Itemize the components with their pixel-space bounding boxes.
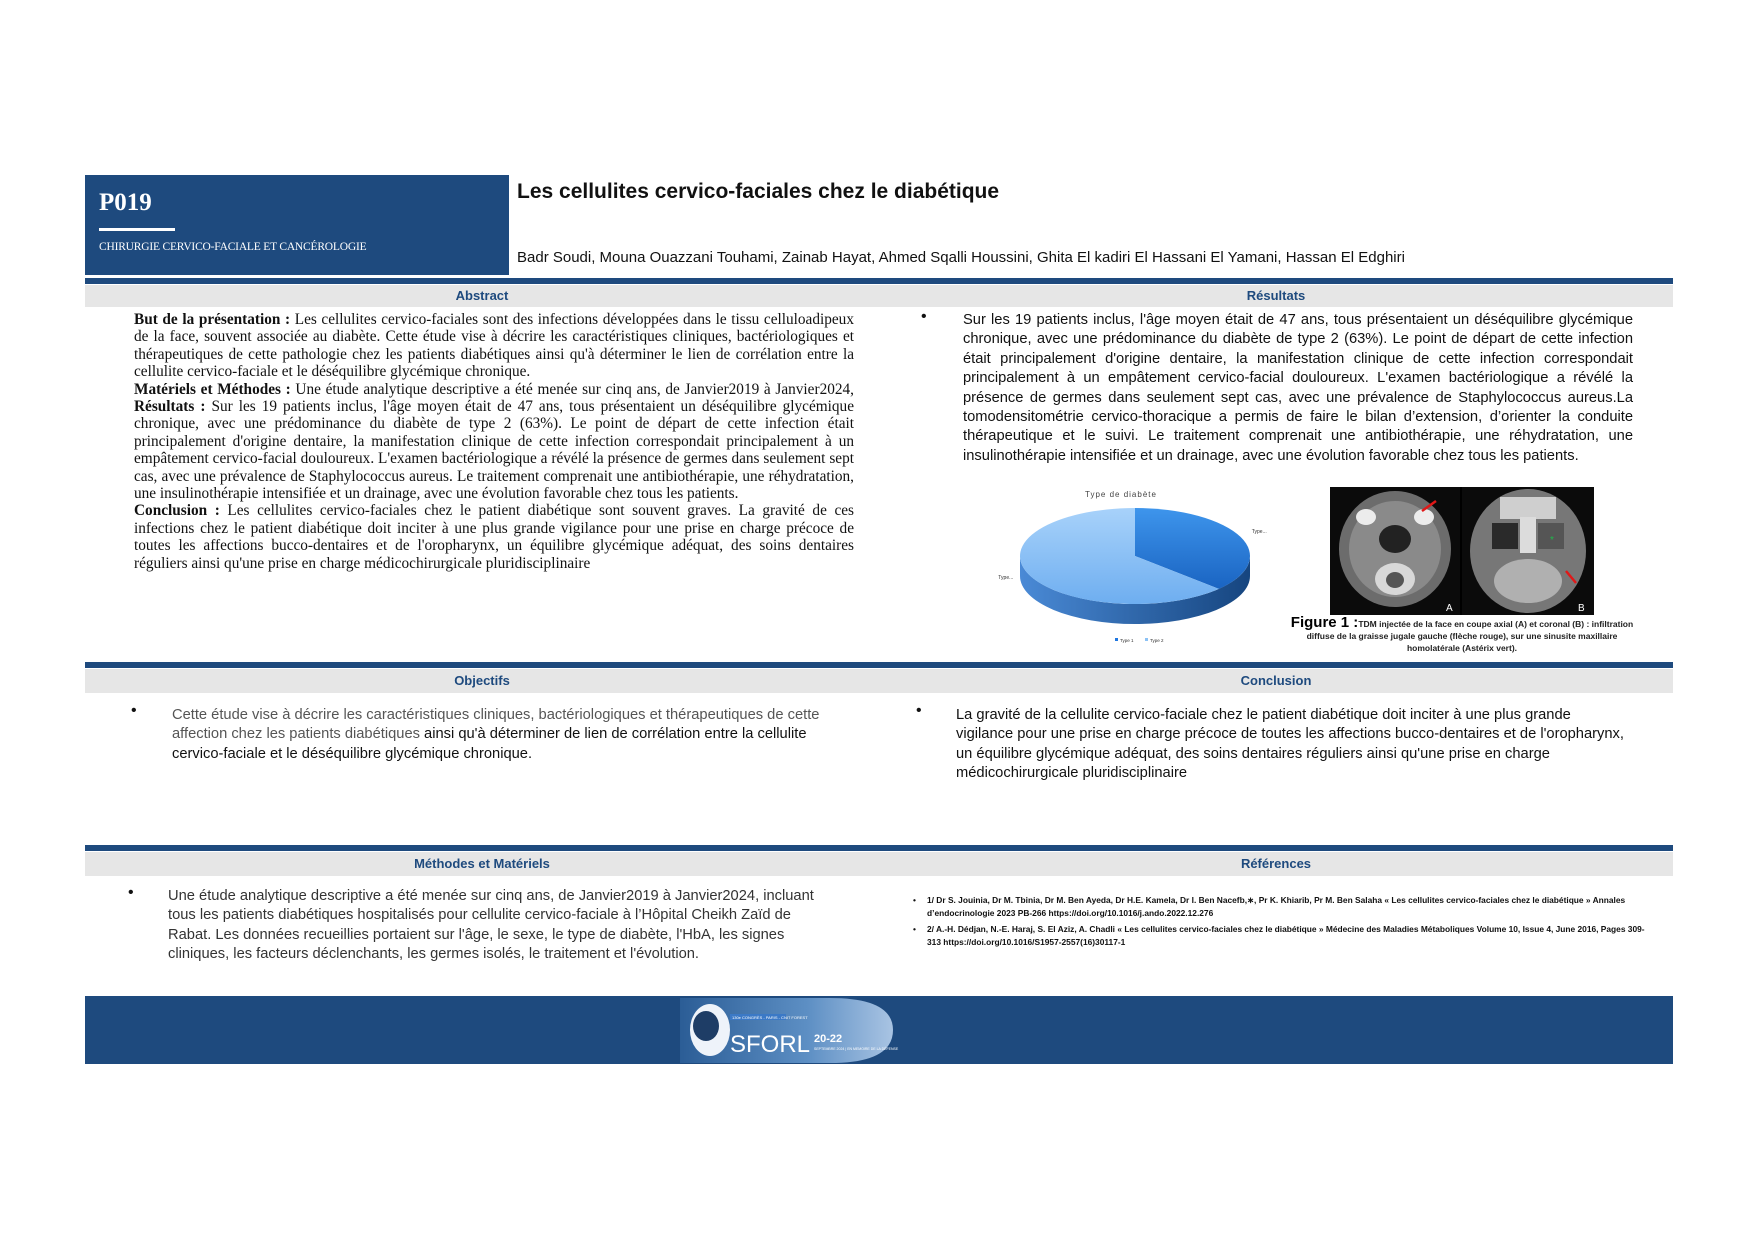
logo-figure-shadow — [693, 1011, 719, 1041]
section-divider-bottom — [85, 845, 1673, 851]
methods-body: Une étude analytique descriptive a été menée sur cinq ans, de Janvier2019 à Janvier2024, incluant tous les patients diabétiques hospitalisés pour cellulite cervico-faciale à l’Hôpital Cheikh Zaïd de Rabat. Les données recueillies portaient sur l'âge, le sexe, le type de diabète, l'HbA, les signes cliniques, les facteurs déclenchants, les germes isolés, le traitement et l'évolution. — [168, 888, 814, 963]
ct-axial-airway — [1379, 525, 1411, 553]
diabetes-type-chart — [1000, 488, 1270, 648]
ct-figure — [1330, 487, 1594, 615]
sforl-congress-logo — [680, 998, 899, 1063]
reference-text: 1/ Dr S. Jouinia, Dr M. Tbinia, Dr M. Ben Ayeda, Dr H.E. Kamela, Dr I. Ben Nacefb,∗, Pr K. Khiarib, Pr M. Ben Salaha « Les cellulites cervico-faciales chez le diabétique » Annales d’endocrinologie 2023 PB-266 https://doi.org/10.1016/j.ando.2022.12.276 — [927, 895, 1626, 918]
chart-title: Type de diabète — [1085, 490, 1157, 499]
conclusion-bullet: • — [916, 702, 922, 719]
sforl-logo-svg — [680, 998, 899, 1063]
results-heading: Résultats — [879, 285, 1673, 307]
poster-category: CHIRURGIE CERVICO-FACIALE ET CANCÉROLOGIE — [99, 241, 367, 253]
logo-date-text: 20-22 — [814, 1033, 843, 1045]
figure-label: Figure 1 : — [1290, 614, 1359, 631]
ct-images-svg — [1330, 487, 1594, 615]
poster-code: P019 — [99, 189, 152, 216]
poster-code-box — [85, 175, 509, 275]
pie-slice-label: Type... — [998, 575, 1014, 582]
results-body: Sur les 19 patients inclus, l'âge moyen était de 47 ans, tous présentaient un déséquilibre glycémique chronique, avec une prédominance du diabète de type 2 (63%). Le point de départ de cette infection était principalement d'origine dentaire, la manifestation clinique de cette infection correspondait principalement à un empâtement cervico-facial douloureux. L'examen bactériologique a révélé la présence de germes dans seulement sept cas, avec une prévalence de Staphylococcus aureus.La tomodensitométrie cervico-thoracique a permis de faire le bilan d’extension, d’orienter la conduite thérapeutique et le suivi. Le traitement comprenait une antibiothérapie, une réhydratation, une insulinothérapie intensifiée et un drainage, avec une évolution favorable chez tous les patients. — [963, 312, 1633, 464]
ct-coronal-septum — [1520, 517, 1536, 553]
methods-bullet: • — [128, 884, 134, 901]
objectives-heading: Objectifs — [85, 669, 879, 693]
objectives-bullet: • — [131, 702, 137, 719]
legend-swatch — [1145, 638, 1148, 641]
abstract-results-text: Sur les 19 patients inclus, l'âge moyen était de 47 ans, tous présentaient un déséquilibre glycémique chronique, avec une prédominance du diabète de type 2 (63%). Le point de départ de cette infection était principalement d'origine dentaire, la manifestation clinique de cette infection correspondait principalement à un empâtement cervico-facial douloureux. L'examen bactériologique a révélé la présence de germes dans seulement sept cas, avec une prévalence de Staphylococcus aureus. Le traitement comprenait une antibiothérapie, une réhydratation, une insulinothérapie intensifiée et un drainage, avec une évolution favorable chez tous les patients. — [134, 398, 854, 503]
references-heading: Références — [879, 852, 1673, 876]
conclusion-body: La gravité de la cellulite cervico-faciale chez le patient diabétique doit inciter à une plus grande vigilance pour une prise en charge précoce de toutes les affections bucco-dentaires et de l'oropharynx, un équilibre glycémique adéquat, des soins dentaires réguliers ainsi qu'une prise en charge médicochirurgicale pluridisciplinaire — [956, 707, 1624, 782]
abstract-purpose-label: But de la présentation : — [134, 311, 291, 328]
abstract-methods-text: Une étude analytique descriptive a été menée sur cinq ans, de Janvier2019 à Janvier2024, — [290, 380, 854, 398]
ct-axial-bone-left — [1356, 509, 1376, 525]
panel-label-b: B — [1578, 603, 1585, 614]
references-list — [913, 894, 1653, 949]
ct-coronal-orbits — [1500, 497, 1556, 519]
code-underline — [99, 228, 175, 231]
logo-sub-text: SEPTEMBRE 2024 | EN MEMOIRE DE LA DÉFENSE — [814, 1047, 899, 1051]
objectives-text-grey: Cette étude vise à décrire les caractéristiques cliniques, bactériologiques et thérapeutiques de cette affection chez les patients diabétiques — [172, 707, 820, 743]
abstract-body — [134, 311, 854, 572]
legend-label: Type 2 — [1150, 638, 1164, 643]
logo-sforl-text: SFORL — [730, 1031, 811, 1058]
ct-coronal-jaw — [1494, 559, 1562, 603]
section-divider-middle — [85, 662, 1673, 668]
objectives-body — [172, 706, 842, 764]
logo-banner-text: 130e CONGRÈS - PARIS - CNIT FOREST — [732, 1015, 808, 1020]
pie-slice-label: Type... — [1251, 528, 1267, 535]
ct-coronal-sinus-right — [1492, 523, 1518, 549]
reference-item — [913, 894, 1653, 920]
reference-text: 2/ A.-H. Dédjan, N.-E. Haraj, S. El Aziz, A. Chadli « Les cellulites cervico-faciales chez le diabétique » Médecine des Maladies Métaboliques Volume 10, Issue 4, June 2016, Pages 309-313 https://doi.org/10.1016/S1957-2557(16)30117-1 — [927, 924, 1645, 947]
methods-heading: Méthodes et Matériels — [85, 852, 879, 876]
green-asterisk-icon: * — [1550, 535, 1554, 546]
ct-axial-canal — [1386, 572, 1404, 588]
objectives-text-dark: ainsi qu'à déterminer de lien de corrélation entre la cellulite cervico-faciale et le déséquilibre glycémique chronique. — [172, 726, 807, 762]
pie-chart-svg — [1000, 488, 1270, 648]
legend-swatch — [1115, 638, 1118, 641]
reference-bullet: • — [913, 924, 916, 934]
legend-label: Type 1 — [1120, 638, 1134, 643]
poster-authors: Badr Soudi, Mouna Ouazzani Touhami, Zainab Hayat, Ahmed Sqalli Houssini, Ghita El kadiri El Hassani El Yamani, Hassan El Edghiri — [517, 249, 1405, 266]
panel-label-a: A — [1446, 603, 1453, 614]
abstract-conclusion-label: Conclusion : — [134, 502, 220, 520]
section-divider-top — [85, 278, 1673, 284]
results-bullet: • — [921, 308, 927, 325]
figure-caption-text: TDM injectée de la face en coupe axial (A) et coronal (B) : infiltration diffuse de la graisse jugale gauche (flèche rouge), sur une sinusite maxillaire homolatérale (Astérix vert). — [1306, 619, 1634, 653]
abstract-results-label: Résultats : — [134, 398, 206, 416]
reference-bullet: • — [913, 895, 916, 905]
conclusion-heading: Conclusion — [879, 669, 1673, 693]
ct-axial-bone-right — [1414, 509, 1434, 525]
figure-caption — [1287, 614, 1637, 654]
reference-item — [913, 923, 1653, 949]
abstract-heading: Abstract — [85, 285, 879, 307]
abstract-purpose-text: Les cellulites cervico-faciales sont des infections développées dans le tissu celluloadipeux de la face, souvent associée au diabète. Cette étude vise à décrire les caractéristiques cliniques, bactériologiques et thérapeutiques de cette pathologie chez les patients diabétiques ainsi qu'à déterminer le lien de corrélation entre la cellulite cervico-faciale et le déséquilibre glycémique chronique. — [134, 311, 854, 381]
poster-title: Les cellulites cervico-faciales chez le diabétique — [517, 180, 1000, 203]
abstract-conclusion-text: Les cellulites cervico-faciales chez le patient diabétique sont souvent graves. La gravité de ces infections chez le patient diabétique doit inciter à une plus grande vigilance pour une prise en charge précoce de toutes les affections bucco-dentaires et de l'oropharynx, un équilibre glycémique adéquat, des soins dentaires réguliers ainsi qu'une prise en charge médicochirurgicale pluridisciplinaire — [134, 502, 854, 572]
abstract-methods-label: Matériels et Méthodes : — [134, 380, 291, 398]
